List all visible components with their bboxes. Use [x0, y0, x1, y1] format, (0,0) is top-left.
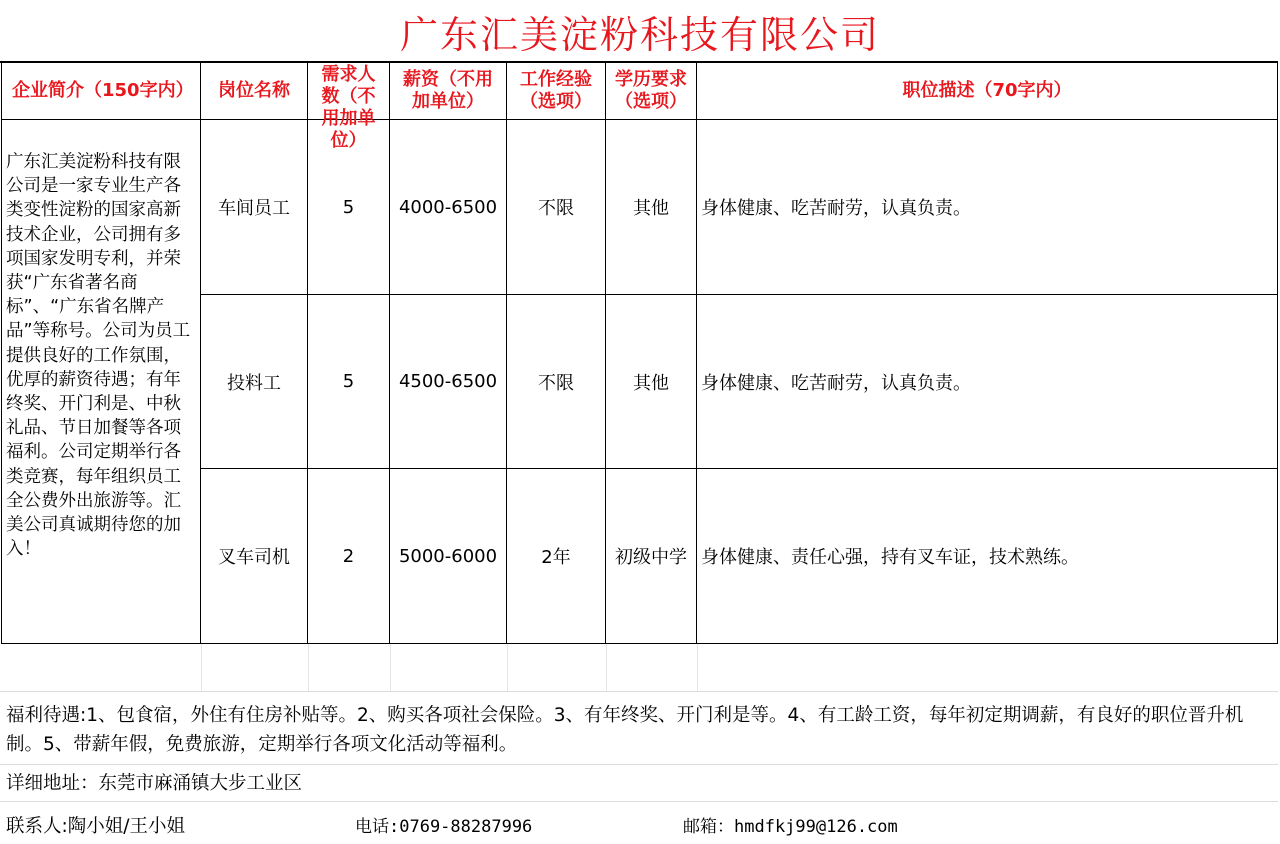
job-2-position: 投料工	[201, 295, 308, 469]
contact-phone: 电话:0769-88287996	[355, 817, 533, 837]
job-3-description: 身体健康、责任心强，持有叉车证，技术熟练。	[697, 469, 1278, 644]
job-2-experience: 不限	[507, 295, 606, 469]
job-3-experience: 2年	[507, 469, 606, 644]
job-1-salary: 4000-6500	[390, 120, 507, 295]
header-intro: 企业简介（150字内）	[1, 62, 201, 120]
header-experience: 工作经验（选项）	[507, 62, 606, 120]
header-education: 学历要求（选项）	[606, 62, 697, 120]
job-1-experience: 不限	[507, 120, 606, 295]
job-2-description: 身体健康、吃苦耐劳，认真负责。	[697, 295, 1278, 469]
empty-grid-line	[308, 644, 391, 692]
header-description: 职位描述（70字内）	[697, 62, 1278, 120]
job-1-description: 身体健康、吃苦耐劳，认真负责。	[697, 120, 1278, 295]
header-count: 需求人数（不用加单位）	[308, 62, 390, 120]
empty-grid-line	[201, 644, 309, 692]
job-2-salary: 4500-6500	[390, 295, 507, 469]
empty-grid-line	[390, 644, 508, 692]
job-1-education: 其他	[606, 120, 697, 295]
job-2-count: 5	[308, 295, 390, 469]
job-1-position: 车间员工	[201, 120, 308, 295]
job-1-count: 5	[308, 120, 390, 295]
contact-person: 联系人:陶小姐/王小姐	[6, 816, 185, 837]
job-3-position: 叉车司机	[201, 469, 308, 644]
company-title: 广东汇美淀粉科技有限公司	[399, 12, 880, 57]
empty-grid-line	[507, 644, 607, 692]
benefits-text: 福利待遇:1、包食宿，外住有住房补贴等。2、购买各项社会保险。3、有年终奖、开门利是等。4、有工龄工资，每年初定期调薪，有良好的职位晋升机制。5、带薪年假，免费旅游，定期举行各项文化活动等福利。	[6, 705, 1244, 755]
empty-grid-line	[606, 644, 698, 692]
job-3-education: 初级中学	[606, 469, 697, 644]
footer-divider	[0, 801, 1278, 802]
header-salary: 薪资（不用加单位）	[390, 62, 507, 120]
footer-divider	[0, 691, 1278, 692]
footer-divider	[0, 764, 1278, 765]
header-position: 岗位名称	[201, 62, 308, 120]
job-2-education: 其他	[606, 295, 697, 469]
contact-email[interactable]: 邮箱：hmdfkj99@126.com	[683, 817, 898, 837]
company-intro: 广东汇美淀粉科技有限公司是一家专业生产各类变性淀粉的国家高新技术企业，公司拥有多项国家发明专利，并荣获“广东省著名商标”、“广东省名牌产品”等称号。公司为员工提供良好的工作氛围，优厚的薪资待遇；有年终奖、开门利是、中秋礼品、节日加餐等各项福利。公司定期举行各类竞赛，每年组织员工全公费外出旅游等。汇美公司真诚期待您的加入！	[1, 120, 201, 644]
address-text: 详细地址：东莞市麻涌镇大步工业区	[6, 773, 303, 794]
job-3-count: 2	[308, 469, 390, 644]
job-3-salary: 5000-6000	[390, 469, 507, 644]
empty-grid-line	[0, 644, 202, 692]
